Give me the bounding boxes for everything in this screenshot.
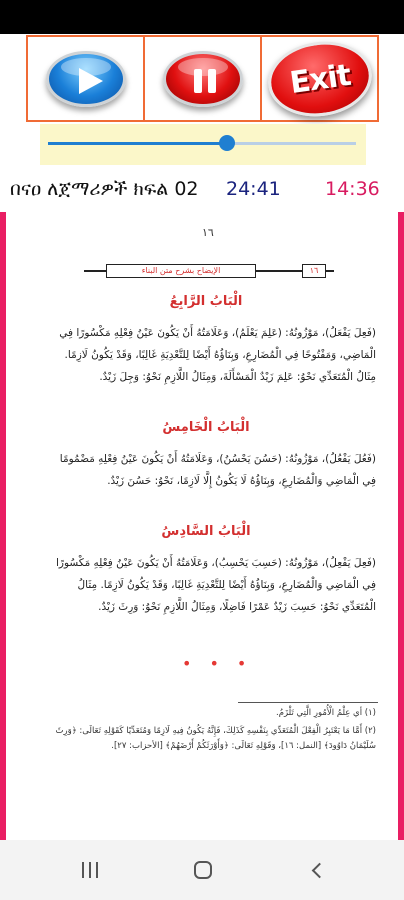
section-text: (فَعُلَ يَفْعُلُ)، مَوْزُونُهُ: (حَسُنَ يَحْسُنُ)، وَعَلَامَتُهُ أَنْ يَكُونَ عَيْنُ فِعْلِهِ مَضْمُومًا فِي الْمَاضِي وَالْمُضَارِعِ، وَبِنَاؤُهُ لَا يَكُونُ إِلَّا لَازِمًا، نَحْوُ: حَسُنَ زَيْدٌ. [59, 453, 376, 487]
seek-slider-area [40, 124, 366, 165]
section-separator: ••• [182, 654, 265, 673]
play-button[interactable] [46, 51, 126, 107]
track-title: በናዐ ለጀማሪዎች ክፍል 02 [10, 178, 199, 200]
page-header-number: ١٦ [302, 264, 326, 278]
exit-cell[interactable] [260, 37, 377, 120]
footnote: (٢) أَمَّا مَا يَعْتَبِرُ الْفِعْلَ الْمُتَعَدِّي بِنَفْسِهِ كَذَلِكَ، فَإِنَّهُ يَكُونُ فِيهِ لَازِمًا وَمُتَعَدِّيًا كَقَوْلِهِ تَعَالَى: ﴿وَرِثَ سُلَيْمَانُ دَاوُودَ﴾ [النمل: ١٦]، وَقَوْلِهِ تَعَالَى: ﴿وَأَوْرَثَكُمْ أَرْضَهُمْ﴾ [الأحزاب: ٢٧]. [55, 726, 376, 751]
section-heading: الْبَابُ الرَّابِعُ [169, 294, 243, 309]
recents-icon[interactable] [70, 854, 110, 886]
track-info-row [0, 170, 404, 210]
play-icon [79, 68, 103, 94]
page-header-title: الإيضاح بشرح متن البناء [106, 264, 256, 278]
document-viewer[interactable] [0, 212, 404, 840]
section-text: (فَعِلَ يَفْعِلُ)، مَوْزُونُهُ: (حَسِبَ يَحْسِبُ)، وَعَلَامَتُهُ أَنْ يَكُونَ عَيْنُ فِعْلِهِ مَكْسُورًا فِي الْمَاضِي وَالْمُضَارِعِ، وَبِنَاؤُهُ أَيْضًا لِلتَّعْدِيَةِ غَالِبًا، وَقَدْ يَكُونُ لَازِمًا. مِثَالُ الْمُتَعَدِّي نَحْوُ: حَسِبَ زَيْدٌ عَمْرًا فَاضِلًا، وَمِثَالُ اللَّازِمِ نَحْوُ: وَرِثَ زَيْدٌ. [56, 557, 376, 613]
seek-fill [48, 142, 227, 145]
section-heading: الْبَابُ الْخَامِسُ [162, 420, 250, 435]
back-icon[interactable] [296, 854, 336, 886]
pause-icon [194, 69, 202, 93]
pause-icon-bar [208, 69, 216, 93]
home-icon[interactable] [183, 854, 223, 886]
system-nav-bar [0, 840, 404, 900]
footnote: (١) أي عِلْمُ الْأُمُورِ الَّتِي تَلْزَمُ. [276, 708, 376, 718]
section-heading: الْبَابُ السَّادِسُ [161, 524, 251, 539]
pause-button[interactable] [163, 51, 243, 107]
seek-thumb[interactable] [219, 135, 235, 151]
current-time: 14:36 [325, 178, 380, 200]
pause-cell[interactable] [143, 37, 260, 120]
section-text: (فَعِلَ يَفْعَلُ)، مَوْزُونُهُ: (عَلِمَ يَعْلَمُ)، وَعَلَامَتُهُ أَنْ يَكُونَ عَيْنُ فِعْلِهِ مَكْسُورًا فِي الْمَاضِي، وَمَفْتُوحًا فِي الْمُضَارِعِ، وَبِنَاؤُهُ أَيْضًا لِلتَّعْدِيَةِ غَالِبًا، وَقَدْ يَكُونُ لَازِمًا. مِثَالُ الْمُتَعَدِّي نَحْوُ: عَلِمَ زَيْدٌ الْمَسْأَلَةَ، وَمِثَالُ اللَّازِمِ نَحْوُ: وَجِلَ زَيْدٌ. [59, 327, 376, 383]
status-bar [0, 0, 404, 34]
exit-label: Exit [287, 56, 352, 101]
seek-track[interactable] [48, 142, 356, 145]
total-time: 24:41 [226, 178, 281, 200]
exit-button[interactable] [263, 35, 376, 123]
player-controls [26, 35, 379, 122]
play-cell[interactable] [28, 37, 143, 120]
page-number: ١٦ [202, 226, 214, 239]
footnote-rule [238, 702, 378, 703]
